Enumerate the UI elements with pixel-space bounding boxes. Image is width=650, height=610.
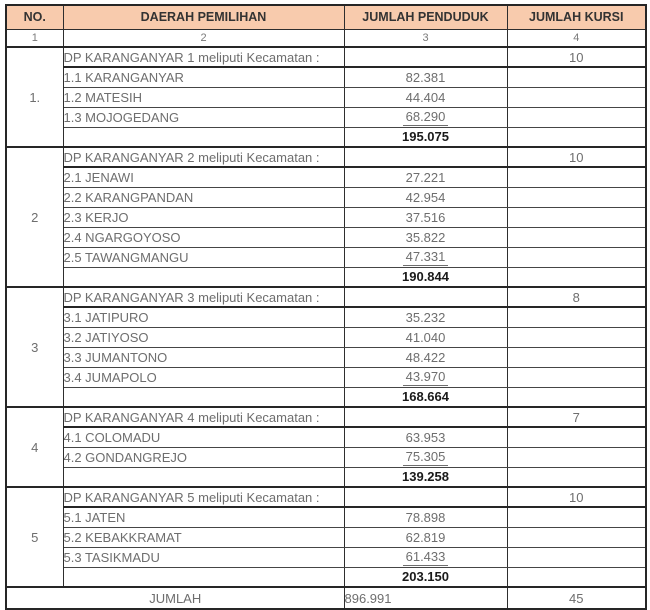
table-row (6, 207, 646, 227)
kursi-value (507, 127, 646, 147)
kecamatan-name: 2.2 KARANGPANDAN (63, 187, 344, 207)
footer-jumlah-label: JUMLAH (6, 587, 344, 609)
kursi-value: 8 (507, 287, 646, 307)
subtotal-spacer (63, 467, 344, 487)
penduduk-value: 27.221 (344, 167, 507, 187)
table-row (6, 327, 646, 347)
table-row (6, 167, 646, 187)
table-row (6, 507, 646, 527)
kursi-value (507, 367, 646, 387)
penduduk-value (344, 547, 507, 567)
table-row (6, 407, 646, 427)
section-title: DP KARANGANYAR 4 meliputi Kecamatan : (63, 407, 344, 427)
population-seats-table (5, 4, 647, 610)
kursi-value: 7 (507, 407, 646, 427)
kursi-value (507, 307, 646, 327)
table-header (6, 5, 646, 47)
table-body (6, 47, 646, 587)
kursi-value (507, 187, 646, 207)
kecamatan-name: 1.1 KARANGANYAR (63, 67, 344, 87)
kecamatan-name: 1.3 MOJOGEDANG (63, 107, 344, 127)
penduduk-value: 44.404 (344, 87, 507, 107)
kursi-value (507, 387, 646, 407)
table-row (6, 447, 646, 467)
table-row (6, 367, 646, 387)
header-jumlah-kursi: JUMLAH KURSI (507, 5, 646, 29)
table-row (6, 467, 646, 487)
penduduk-underlined-value: 43.970 (403, 369, 449, 386)
kursi-value (507, 347, 646, 367)
penduduk-value (344, 107, 507, 127)
kecamatan-name: 2.3 KERJO (63, 207, 344, 227)
table-row (6, 387, 646, 407)
table-row (6, 127, 646, 147)
section-title: DP KARANGANYAR 1 meliputi Kecamatan : (63, 47, 344, 67)
penduduk-value: 63.953 (344, 427, 507, 447)
table-row (6, 527, 646, 547)
penduduk-value (344, 447, 507, 467)
kursi-value (507, 327, 646, 347)
subtotal-spacer (63, 267, 344, 287)
kecamatan-name: 4.2 GONDANGREJO (63, 447, 344, 467)
kecamatan-name: 1.2 MATESIH (63, 87, 344, 107)
kecamatan-name: 3.3 JUMANTONO (63, 347, 344, 367)
subtotal-value: 203.150 (344, 567, 507, 587)
kursi-value (507, 87, 646, 107)
table-row (6, 587, 646, 609)
kursi-value (507, 507, 646, 527)
table-row (6, 227, 646, 247)
table-row (6, 287, 646, 307)
penduduk-value (344, 487, 507, 507)
table-row (6, 427, 646, 447)
section-no: 2 (6, 147, 63, 287)
section-no: 5 (6, 487, 63, 587)
section-title: DP KARANGANYAR 5 meliputi Kecamatan : (63, 487, 344, 507)
subtotal-spacer (63, 127, 344, 147)
penduduk-value: 35.822 (344, 227, 507, 247)
table-row (6, 147, 646, 167)
subtotal-value: 190.844 (344, 267, 507, 287)
kecamatan-name: 3.2 JATIYOSO (63, 327, 344, 347)
table-row (6, 187, 646, 207)
penduduk-value: 37.516 (344, 207, 507, 227)
table-row (6, 67, 646, 87)
header-no: NO. (6, 5, 63, 29)
kecamatan-name: 2.5 TAWANGMANGU (63, 247, 344, 267)
kecamatan-name: 2.1 JENAWI (63, 167, 344, 187)
table-row (6, 29, 646, 47)
section-title: DP KARANGANYAR 3 meliputi Kecamatan : (63, 287, 344, 307)
penduduk-value (344, 287, 507, 307)
column-number-3: 3 (344, 29, 507, 47)
table-row (6, 47, 646, 67)
table-row (6, 247, 646, 267)
penduduk-value: 35.232 (344, 307, 507, 327)
penduduk-underlined-value: 68.290 (403, 109, 449, 126)
penduduk-value: 78.898 (344, 507, 507, 527)
subtotal-value: 195.075 (344, 127, 507, 147)
penduduk-value (344, 147, 507, 167)
penduduk-value: 48.422 (344, 347, 507, 367)
penduduk-value (344, 247, 507, 267)
kursi-value: 10 (507, 487, 646, 507)
section-title: DP KARANGANYAR 2 meliputi Kecamatan : (63, 147, 344, 167)
footer-penduduk-total: 896.991 (344, 587, 507, 609)
table-row (6, 87, 646, 107)
subtotal-value: 139.258 (344, 467, 507, 487)
penduduk-value: 41.040 (344, 327, 507, 347)
table-row (6, 347, 646, 367)
kecamatan-name: 2.4 NGARGOYOSO (63, 227, 344, 247)
kecamatan-name: 5.2 KEBAKKRAMAT (63, 527, 344, 547)
subtotal-spacer (63, 387, 344, 407)
kursi-value (507, 267, 646, 287)
subtotal-value: 168.664 (344, 387, 507, 407)
table-row (6, 567, 646, 587)
table-row (6, 267, 646, 287)
kecamatan-name: 3.4 JUMAPOLO (63, 367, 344, 387)
penduduk-value (344, 47, 507, 67)
subtotal-spacer (63, 567, 344, 587)
table-row (6, 107, 646, 127)
kecamatan-name: 4.1 COLOMADU (63, 427, 344, 447)
kursi-value (507, 227, 646, 247)
section-no: 4 (6, 407, 63, 487)
header-jumlah-penduduk: JUMLAH PENDUDUK (344, 5, 507, 29)
penduduk-value (344, 367, 507, 387)
column-number-2: 2 (63, 29, 344, 47)
kursi-value (507, 427, 646, 447)
kursi-value (507, 167, 646, 187)
penduduk-value: 42.954 (344, 187, 507, 207)
table-row (6, 487, 646, 507)
kecamatan-name: 5.3 TASIKMADU (63, 547, 344, 567)
kecamatan-name: 3.1 JATIPURO (63, 307, 344, 327)
footer-kursi-total: 45 (507, 587, 646, 609)
kursi-value: 10 (507, 47, 646, 67)
section-no: 1. (6, 47, 63, 147)
kursi-value (507, 447, 646, 467)
penduduk-value: 82.381 (344, 67, 507, 87)
header-daerah-pemilihan: DAERAH PEMILIHAN (63, 5, 344, 29)
penduduk-value: 62.819 (344, 527, 507, 547)
kursi-value (507, 547, 646, 567)
penduduk-underlined-value: 61.433 (403, 549, 449, 566)
section-no: 3 (6, 287, 63, 407)
penduduk-underlined-value: 75.305 (403, 449, 449, 466)
penduduk-underlined-value: 47.331 (403, 249, 449, 266)
kursi-value (507, 107, 646, 127)
kecamatan-name: 5.1 JATEN (63, 507, 344, 527)
column-number-1: 1 (6, 29, 63, 47)
kursi-value (507, 467, 646, 487)
table-footer (6, 587, 646, 609)
table-row (6, 307, 646, 327)
kursi-value (507, 527, 646, 547)
kursi-value (507, 207, 646, 227)
kursi-value (507, 567, 646, 587)
column-number-4: 4 (507, 29, 646, 47)
table-row (6, 547, 646, 567)
kursi-value (507, 247, 646, 267)
penduduk-value (344, 407, 507, 427)
kursi-value: 10 (507, 147, 646, 167)
kursi-value (507, 67, 646, 87)
table-row (6, 5, 646, 29)
